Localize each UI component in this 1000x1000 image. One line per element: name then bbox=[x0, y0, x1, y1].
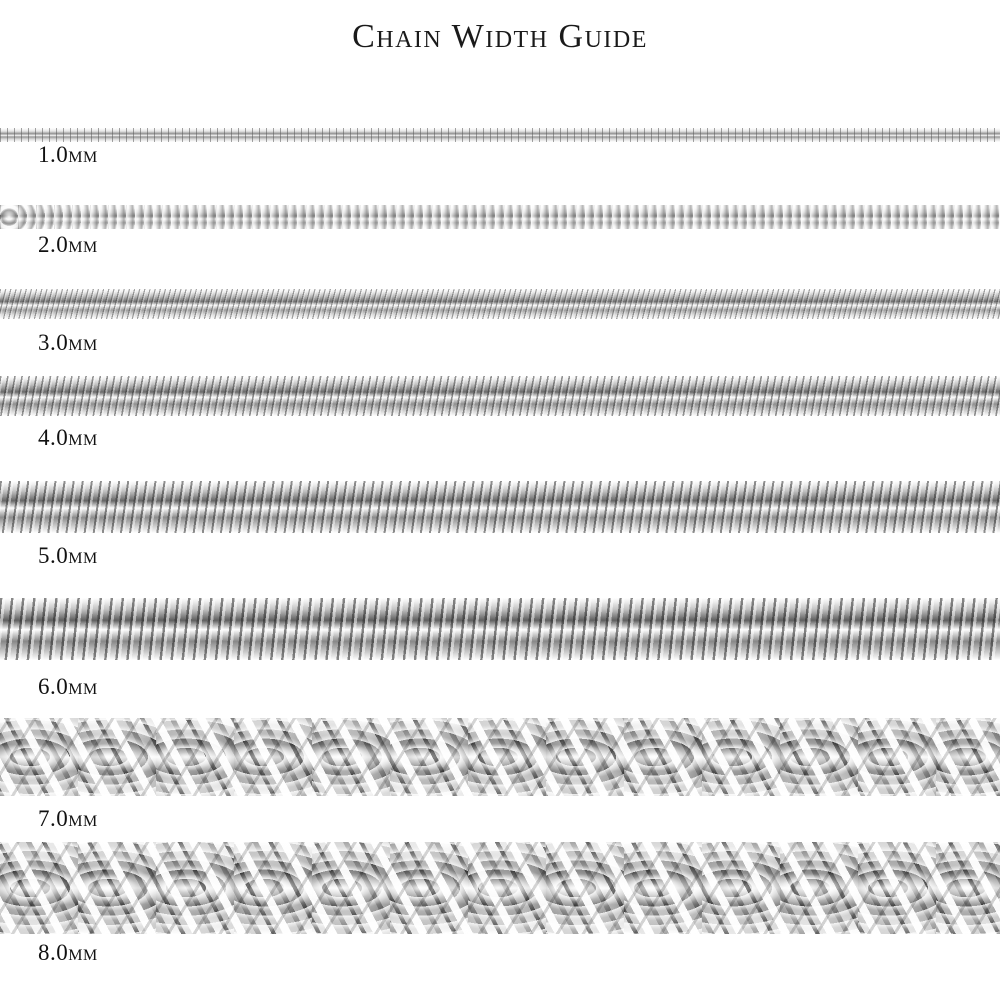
chain-highlight-overlay bbox=[0, 718, 1000, 796]
page-title: Chain Width Guide bbox=[352, 18, 648, 55]
chain-sample-image bbox=[0, 842, 1000, 934]
chain-texture bbox=[0, 842, 1000, 934]
chain-texture bbox=[0, 205, 1000, 229]
chain-sample-image bbox=[0, 128, 1000, 142]
chain-width-label: 8.0mm bbox=[38, 940, 98, 965]
chain-sample-image bbox=[0, 718, 1000, 796]
chain-texture bbox=[0, 128, 1000, 142]
chain-sample-image bbox=[0, 481, 1000, 533]
chain-sample-image bbox=[0, 598, 1000, 660]
chain-texture bbox=[0, 289, 1000, 319]
chain-width-label: 7.0mm bbox=[38, 806, 98, 831]
chain-texture bbox=[0, 481, 1000, 533]
chain-texture bbox=[0, 718, 1000, 796]
chain-sample-image bbox=[0, 289, 1000, 319]
chain-width-label: 2.0mm bbox=[38, 232, 98, 257]
chain-width-label: 1.0mm bbox=[38, 142, 98, 167]
chain-sample-image bbox=[0, 205, 1000, 229]
chain-texture bbox=[0, 598, 1000, 660]
chain-width-label: 4.0mm bbox=[38, 425, 98, 450]
chain-highlight-overlay bbox=[0, 842, 1000, 934]
chain-sample-image bbox=[0, 376, 1000, 416]
chain-texture bbox=[0, 376, 1000, 416]
chain-width-label: 6.0mm bbox=[38, 674, 98, 699]
chain-width-label: 5.0mm bbox=[38, 543, 98, 568]
chain-width-label: 3.0mm bbox=[38, 330, 98, 355]
